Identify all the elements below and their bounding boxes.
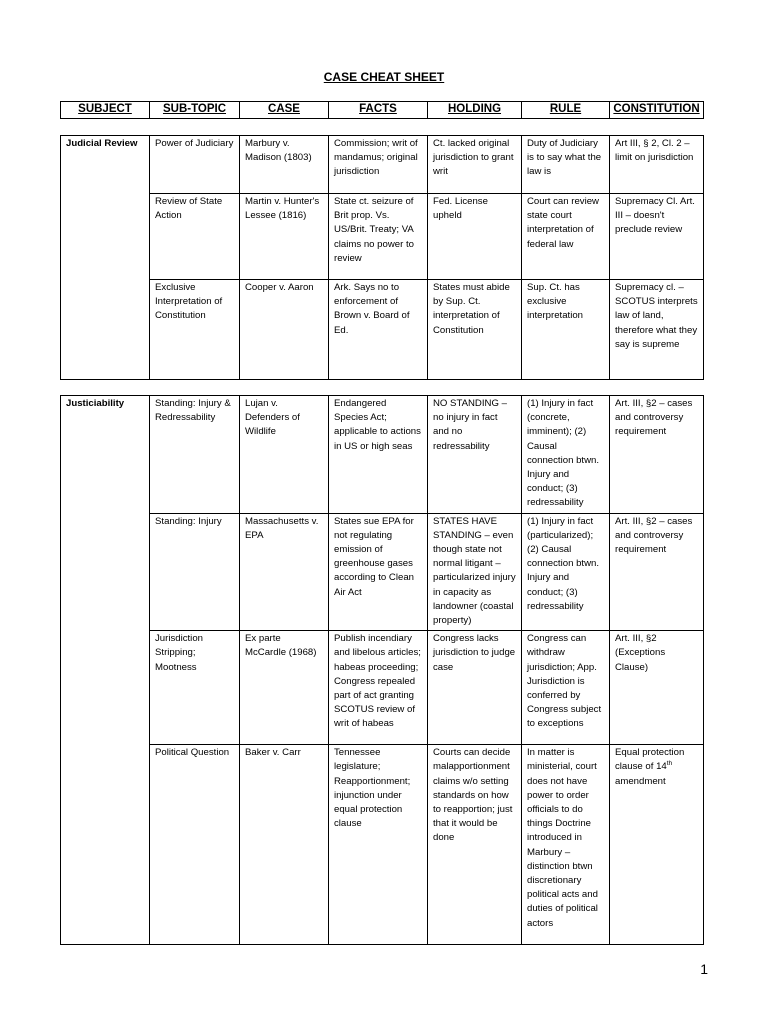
header-case: CASE — [240, 102, 329, 119]
header-rule: RULE — [522, 102, 610, 119]
constitution-cell: Art. III, §2 – cases and controversy requirement — [610, 513, 704, 631]
facts-cell: Publish incendiary and libelous articles; habeas proceeding; Congress repealed part of act granting SCOTUS review of writ of habeas — [329, 631, 428, 745]
case-cell: Lujan v. Defenders of Wildlife — [240, 396, 329, 514]
section-judicial-review — [60, 135, 704, 380]
case-cell: Baker v. Carr — [240, 745, 329, 945]
rule-cell: (1) Injury in fact (concrete, imminent); (2) Causal connection btwn. Injury and conduct; (3) redressability — [522, 396, 610, 514]
rule-cell: Congress can withdraw jurisdiction; App. Jurisdiction is conferred by Congress subject to exceptions — [522, 631, 610, 745]
subtopic-cell: Exclusive Interpretation of Constitution — [150, 280, 240, 380]
rule-cell: Court can review state court interpretation of federal law — [522, 194, 610, 280]
constitution-cell: Art. III, §2 – cases and controversy requirement — [610, 396, 704, 514]
constitution-cell: Art III, § 2, Cl. 2 – limit on jurisdiction — [610, 136, 704, 194]
holding-cell: Ct. lacked original jurisdiction to grant writ — [428, 136, 522, 194]
table-row — [61, 745, 704, 945]
case-cell: Ex parte McCardle (1968) — [240, 631, 329, 745]
subtopic-cell: Political Question — [150, 745, 240, 945]
facts-cell: Tennessee legislature; Reapportionment; injunction under equal protection clause — [329, 745, 428, 945]
table-row — [61, 280, 704, 380]
table-row — [61, 194, 704, 280]
section-justiciability — [60, 395, 704, 945]
constitution-cell: Supremacy Cl. Art. III – doesn't preclude review — [610, 194, 704, 280]
rule-cell: In matter is ministerial, court does not have power to order officials to do things Doctrine introduced in Marbury – distinction btwn discretionary political acts and duties of political actors — [522, 745, 610, 945]
table-row — [61, 136, 704, 194]
table-row — [61, 513, 704, 631]
holding-cell: States must abide by Sup. Ct. interpretation of Constitution — [428, 280, 522, 380]
holding-cell: NO STANDING – no injury in fact and no redressability — [428, 396, 522, 514]
header-holding: HOLDING — [428, 102, 522, 119]
ordinal-suffix: th — [666, 760, 673, 768]
page-title: CASE CHEAT SHEET — [323, 70, 445, 84]
facts-cell: Endangered Species Act; applicable to actions in US or high seas — [329, 396, 428, 514]
holding-cell: Fed. License upheld — [428, 194, 522, 280]
subtopic-cell: Power of Judiciary — [150, 136, 240, 194]
table-row — [61, 396, 704, 514]
facts-cell: State ct. seizure of Brit prop. Vs. US/Brit. Treaty; VA claims no power to review — [329, 194, 428, 280]
constitution-cell — [610, 745, 704, 945]
subject-cell: Judicial Review — [61, 136, 150, 380]
page-number: 1 — [700, 961, 708, 977]
subtopic-cell: Standing: Injury & Redressability — [150, 396, 240, 514]
constitution-cell: Art. III, §2 (Exceptions Clause) — [610, 631, 704, 745]
rule-cell: Sup. Ct. has exclusive interpretation — [522, 280, 610, 380]
header-subtopic: SUB-TOPIC — [150, 102, 240, 119]
case-cell: Martin v. Hunter's Lessee (1816) — [240, 194, 329, 280]
holding-cell: STATES HAVE STANDING – even though state not normal litigant – particularized injury in capacity as landowner (coastal property) — [428, 513, 522, 631]
facts-cell: Ark. Says no to enforcement of Brown v. Board of Ed. — [329, 280, 428, 380]
case-cell: Massachusetts v. EPA — [240, 513, 329, 631]
rule-cell: Duty of Judiciary is to say what the law is — [522, 136, 610, 194]
case-cell: Marbury v. Madison (1803) — [240, 136, 329, 194]
subtopic-cell: Jurisdiction Stripping; Mootness — [150, 631, 240, 745]
rule-cell: (1) Injury in fact (particularized); (2) Causal connection btwn. Injury and conduct; (3) redressability — [522, 513, 610, 631]
facts-cell: Commission; writ of mandamus; original jurisdiction — [329, 136, 428, 194]
header-constitution: CONSTITUTION — [610, 102, 704, 119]
case-cell: Cooper v. Aaron — [240, 280, 329, 380]
constitution-text: Equal protection clause of 14 — [615, 747, 685, 773]
holding-cell: Congress lacks jurisdiction to judge case — [428, 631, 522, 745]
header-facts: FACTS — [329, 102, 428, 119]
holding-cell: Courts can decide malapportionment claims w/o setting standards on how to reapportion; just that it would be done — [428, 745, 522, 945]
subtopic-cell: Review of State Action — [150, 194, 240, 280]
subject-cell: Justiciability — [61, 396, 150, 945]
table-row — [61, 631, 704, 745]
subtopic-cell: Standing: Injury — [150, 513, 240, 631]
header-subject: SUBJECT — [61, 102, 150, 119]
constitution-text-end: amendment — [615, 775, 666, 787]
constitution-cell: Supremacy cl. – SCOTUS interprets law of land, therefore what they say is supreme — [610, 280, 704, 380]
header-table — [60, 101, 704, 119]
facts-cell: States sue EPA for not regulating emission of greenhouse gases according to Clean Air Act — [329, 513, 428, 631]
